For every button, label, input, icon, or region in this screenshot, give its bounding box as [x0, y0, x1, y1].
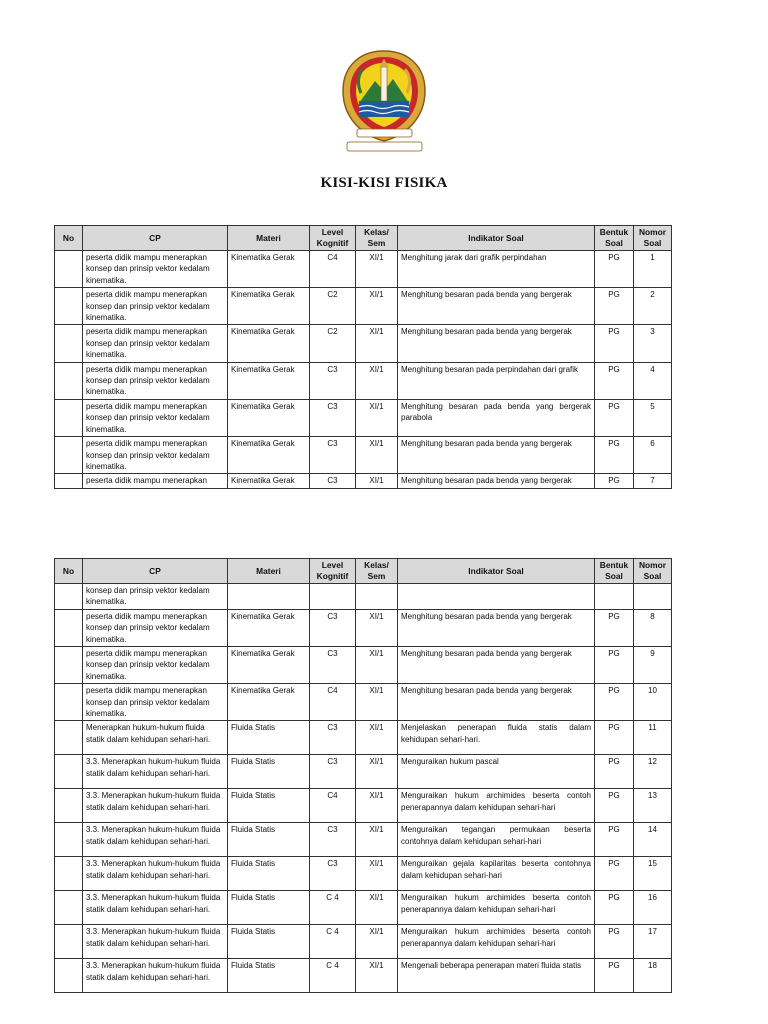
cell-kelas: XI/1	[356, 251, 398, 288]
cell-bentuk: PG	[595, 362, 634, 399]
header-cp: CP	[83, 226, 228, 251]
cell-nomor: 15	[634, 857, 672, 891]
cell-level: C 4	[310, 925, 356, 959]
cell-cp: 3.3. Menerapkan hukum-hukum fluida statik dalam kehidupan sehari-hari.	[83, 755, 228, 789]
cell-indikator: Menghitung besaran pada perpindahan dari grafik	[398, 362, 595, 399]
cell-materi: Fluida Statis	[228, 925, 310, 959]
cell-no	[55, 251, 83, 288]
cell-bentuk: PG	[595, 288, 634, 325]
cell-kelas: XI/1	[356, 857, 398, 891]
cell-cp: 3.3. Menerapkan hukum-hukum fluida statik dalam kehidupan sehari-hari.	[83, 959, 228, 993]
header-nomor: Nomor Soal	[634, 559, 672, 584]
cell-level: C4	[310, 789, 356, 823]
cell-nomor: 10	[634, 684, 672, 721]
cell-bentuk: PG	[595, 609, 634, 646]
cell-kelas: XI/1	[356, 647, 398, 684]
cell-indikator: Menguraikan hukum archimides beserta contoh penerapannya dalam kehidupan sehari-hari	[398, 891, 595, 925]
cell-bentuk: PG	[595, 925, 634, 959]
cell-cp: peserta didik mampu menerapkan konsep dan prinsip vektor kedalam kinematika.	[83, 251, 228, 288]
table-row	[55, 325, 672, 362]
header-nomor: Nomor Soal	[634, 226, 672, 251]
header-kelas: Kelas/ Sem	[356, 559, 398, 584]
cell-nomor: 14	[634, 823, 672, 857]
table-row	[55, 823, 672, 857]
table-row	[55, 584, 672, 610]
cell-kelas: XI/1	[356, 823, 398, 857]
cell-materi: Kinematika Gerak	[228, 399, 310, 436]
cell-kelas: XI/1	[356, 362, 398, 399]
cell-no	[55, 891, 83, 925]
cell-cp: peserta didik mampu menerapkan konsep dan prinsip vektor kedalam kinematika.	[83, 288, 228, 325]
cell-indikator: Menguraikan tegangan permukaan beserta contohnya dalam kehidupan sehari-hari	[398, 823, 595, 857]
header-materi: Materi	[228, 226, 310, 251]
cell-indikator: Menghitung jarak dari grafik perpindahan	[398, 251, 595, 288]
table-row	[55, 362, 672, 399]
cell-cp: peserta didik mampu menerapkan konsep dan prinsip vektor kedalam kinematika.	[83, 684, 228, 721]
cell-bentuk: PG	[595, 755, 634, 789]
table-row	[55, 755, 672, 789]
cell-bentuk: PG	[595, 959, 634, 993]
cell-bentuk: PG	[595, 251, 634, 288]
cell-kelas: XI/1	[356, 684, 398, 721]
cell-nomor: 17	[634, 925, 672, 959]
cell-bentuk: PG	[595, 399, 634, 436]
cell-bentuk: PG	[595, 823, 634, 857]
cell-no	[55, 959, 83, 993]
cell-level: C4	[310, 251, 356, 288]
cell-nomor: 2	[634, 288, 672, 325]
cell-level: C 4	[310, 959, 356, 993]
table-row	[55, 251, 672, 288]
cell-no	[55, 647, 83, 684]
cell-no	[55, 684, 83, 721]
header-indikator: Indikator Soal	[398, 559, 595, 584]
cell-indikator: Menghitung besaran pada benda yang bergerak parabola	[398, 399, 595, 436]
cell-no	[55, 288, 83, 325]
cell-materi: Kinematika Gerak	[228, 647, 310, 684]
cell-kelas: XI/1	[356, 891, 398, 925]
cell-level: C3	[310, 721, 356, 755]
table-row	[55, 437, 672, 474]
cell-level: C3	[310, 857, 356, 891]
cell-cp: peserta didik mampu menerapkan konsep dan prinsip vektor kedalam kinematika.	[83, 609, 228, 646]
cell-bentuk: PG	[595, 857, 634, 891]
cell-indikator: Menguraikan hukum archimides beserta contoh penerapannya dalam kehidupan sehari-hari	[398, 925, 595, 959]
cell-kelas	[356, 584, 398, 610]
cell-indikator: Menjelaskan penerapan fluida statis dalam kehidupan sehari-hari.	[398, 721, 595, 755]
cell-no	[55, 437, 83, 474]
cell-materi: Kinematika Gerak	[228, 325, 310, 362]
cell-indikator	[398, 584, 595, 610]
cell-nomor: 6	[634, 437, 672, 474]
cell-indikator: Menghitung besaran pada benda yang bergerak	[398, 609, 595, 646]
header-no: No	[55, 559, 83, 584]
cell-cp: peserta didik mampu menerapkan	[83, 474, 228, 488]
table-row	[55, 891, 672, 925]
cell-bentuk: PG	[595, 437, 634, 474]
table-row	[55, 609, 672, 646]
cell-level: C3	[310, 474, 356, 488]
cell-materi: Fluida Statis	[228, 857, 310, 891]
table-row	[55, 959, 672, 993]
cell-nomor: 5	[634, 399, 672, 436]
header-no: No	[55, 226, 83, 251]
cell-indikator: Menghitung besaran pada benda yang bergerak	[398, 647, 595, 684]
cell-no	[55, 721, 83, 755]
cell-kelas: XI/1	[356, 288, 398, 325]
cell-indikator: Menghitung besaran pada benda yang bergerak	[398, 474, 595, 488]
table-row	[55, 647, 672, 684]
cell-indikator: Menguraikan hukum archimides beserta contoh penerapannya dalam kehidupan sehari-hari	[398, 789, 595, 823]
cell-level: C 4	[310, 891, 356, 925]
cell-materi: Fluida Statis	[228, 755, 310, 789]
cell-no	[55, 789, 83, 823]
cell-cp: 3.3. Menerapkan hukum-hukum fluida statik dalam kehidupan sehari-hari.	[83, 925, 228, 959]
cell-level	[310, 584, 356, 610]
cell-kelas: XI/1	[356, 959, 398, 993]
cell-nomor: 11	[634, 721, 672, 755]
cell-kelas: XI/1	[356, 925, 398, 959]
table-row	[55, 474, 672, 488]
cell-level: C3	[310, 437, 356, 474]
header-bentuk: Bentuk Soal	[595, 559, 634, 584]
cell-indikator: Menghitung besaran pada benda yang bergerak	[398, 325, 595, 362]
cell-cp: peserta didik mampu menerapkan konsep dan prinsip vektor kedalam kinematika.	[83, 362, 228, 399]
cell-nomor: 9	[634, 647, 672, 684]
cell-bentuk: PG	[595, 891, 634, 925]
cell-cp: 3.3. Menerapkan hukum-hukum fluida statik dalam kehidupan sehari-hari.	[83, 823, 228, 857]
cell-bentuk: PG	[595, 474, 634, 488]
cell-cp: peserta didik mampu menerapkan konsep dan prinsip vektor kedalam kinematika.	[83, 647, 228, 684]
kisi-kisi-table-page-1	[54, 225, 672, 489]
cell-cp: 3.3. Menerapkan hukum-hukum fluida statik dalam kehidupan sehari-hari.	[83, 789, 228, 823]
cell-no	[55, 325, 83, 362]
cell-indikator: Menghitung besaran pada benda yang bergerak	[398, 684, 595, 721]
cell-no	[55, 857, 83, 891]
cell-no	[55, 823, 83, 857]
header-indikator: Indikator Soal	[398, 226, 595, 251]
cell-indikator: Mengenali beberapa penerapan materi fluida statis	[398, 959, 595, 993]
cell-cp: peserta didik mampu menerapkan konsep dan prinsip vektor kedalam kinematika.	[83, 437, 228, 474]
cell-nomor	[634, 584, 672, 610]
header-bentuk: Bentuk Soal	[595, 226, 634, 251]
cell-nomor: 7	[634, 474, 672, 488]
cell-level: C2	[310, 288, 356, 325]
cell-materi: Kinematika Gerak	[228, 362, 310, 399]
table-row	[55, 789, 672, 823]
cell-cp: peserta didik mampu menerapkan konsep dan prinsip vektor kedalam kinematika.	[83, 399, 228, 436]
cell-materi: Fluida Statis	[228, 721, 310, 755]
cell-cp: Menerapkan hukum-hukum fluida statik dalam kehidupan sehari-hari.	[83, 721, 228, 755]
header-level: Level Kognitif	[310, 559, 356, 584]
cell-no	[55, 474, 83, 488]
kisi-kisi-table-page-2	[54, 558, 672, 993]
cell-materi	[228, 584, 310, 610]
cell-kelas: XI/1	[356, 609, 398, 646]
cell-nomor: 18	[634, 959, 672, 993]
cell-indikator: Menghitung besaran pada benda yang bergerak	[398, 288, 595, 325]
cell-indikator: Menguraikan hukum pascal	[398, 755, 595, 789]
cell-level: C3	[310, 362, 356, 399]
cell-nomor: 8	[634, 609, 672, 646]
cell-kelas: XI/1	[356, 755, 398, 789]
cell-indikator: Menguraikan gejala kapilaritas beserta contohnya dalam kehidupan sehari-hari	[398, 857, 595, 891]
cell-no	[55, 399, 83, 436]
cell-materi: Kinematika Gerak	[228, 609, 310, 646]
cell-bentuk: PG	[595, 721, 634, 755]
cell-kelas: XI/1	[356, 399, 398, 436]
header-materi: Materi	[228, 559, 310, 584]
document-title: KISI-KISI FISIKA	[320, 175, 448, 191]
cell-level: C3	[310, 823, 356, 857]
cell-cp: 3.3. Menerapkan hukum-hukum fluida statik dalam kehidupan sehari-hari.	[83, 891, 228, 925]
cell-bentuk: PG	[595, 325, 634, 362]
cell-level: C3	[310, 399, 356, 436]
cell-kelas: XI/1	[356, 721, 398, 755]
cell-cp: konsep dan prinsip vektor kedalam kinematika.	[83, 584, 228, 610]
cell-level: C3	[310, 647, 356, 684]
table-row	[55, 288, 672, 325]
cell-bentuk: PG	[595, 684, 634, 721]
cell-materi: Kinematika Gerak	[228, 251, 310, 288]
table-row	[55, 721, 672, 755]
cell-no	[55, 755, 83, 789]
table-row	[55, 857, 672, 891]
cell-bentuk	[595, 584, 634, 610]
province-emblem-logo	[337, 45, 432, 160]
cell-kelas: XI/1	[356, 325, 398, 362]
table-row	[55, 399, 672, 436]
cell-no	[55, 609, 83, 646]
cell-level: C3	[310, 609, 356, 646]
cell-no	[55, 925, 83, 959]
cell-no	[55, 584, 83, 610]
cell-cp: 3.3. Menerapkan hukum-hukum fluida statik dalam kehidupan sehari-hari.	[83, 857, 228, 891]
cell-materi: Fluida Statis	[228, 959, 310, 993]
cell-kelas: XI/1	[356, 437, 398, 474]
cell-materi: Kinematika Gerak	[228, 288, 310, 325]
cell-nomor: 4	[634, 362, 672, 399]
header-cp: CP	[83, 559, 228, 584]
cell-nomor: 13	[634, 789, 672, 823]
cell-level: C2	[310, 325, 356, 362]
cell-nomor: 1	[634, 251, 672, 288]
cell-bentuk: PG	[595, 647, 634, 684]
cell-materi: Kinematika Gerak	[228, 474, 310, 488]
cell-level: C4	[310, 684, 356, 721]
header-kelas: Kelas/ Sem	[356, 226, 398, 251]
cell-materi: Fluida Statis	[228, 823, 310, 857]
table-row	[55, 925, 672, 959]
cell-no	[55, 362, 83, 399]
cell-nomor: 3	[634, 325, 672, 362]
cell-level: C3	[310, 755, 356, 789]
header-level: Level Kognitif	[310, 226, 356, 251]
cell-materi: Kinematika Gerak	[228, 437, 310, 474]
cell-indikator: Menghitung besaran pada benda yang bergerak	[398, 437, 595, 474]
cell-nomor: 12	[634, 755, 672, 789]
cell-kelas: XI/1	[356, 789, 398, 823]
table-row	[55, 684, 672, 721]
cell-cp: peserta didik mampu menerapkan konsep dan prinsip vektor kedalam kinematika.	[83, 325, 228, 362]
cell-materi: Kinematika Gerak	[228, 684, 310, 721]
cell-nomor: 16	[634, 891, 672, 925]
cell-kelas: XI/1	[356, 474, 398, 488]
cell-materi: Fluida Statis	[228, 789, 310, 823]
cell-materi: Fluida Statis	[228, 891, 310, 925]
cell-bentuk: PG	[595, 789, 634, 823]
